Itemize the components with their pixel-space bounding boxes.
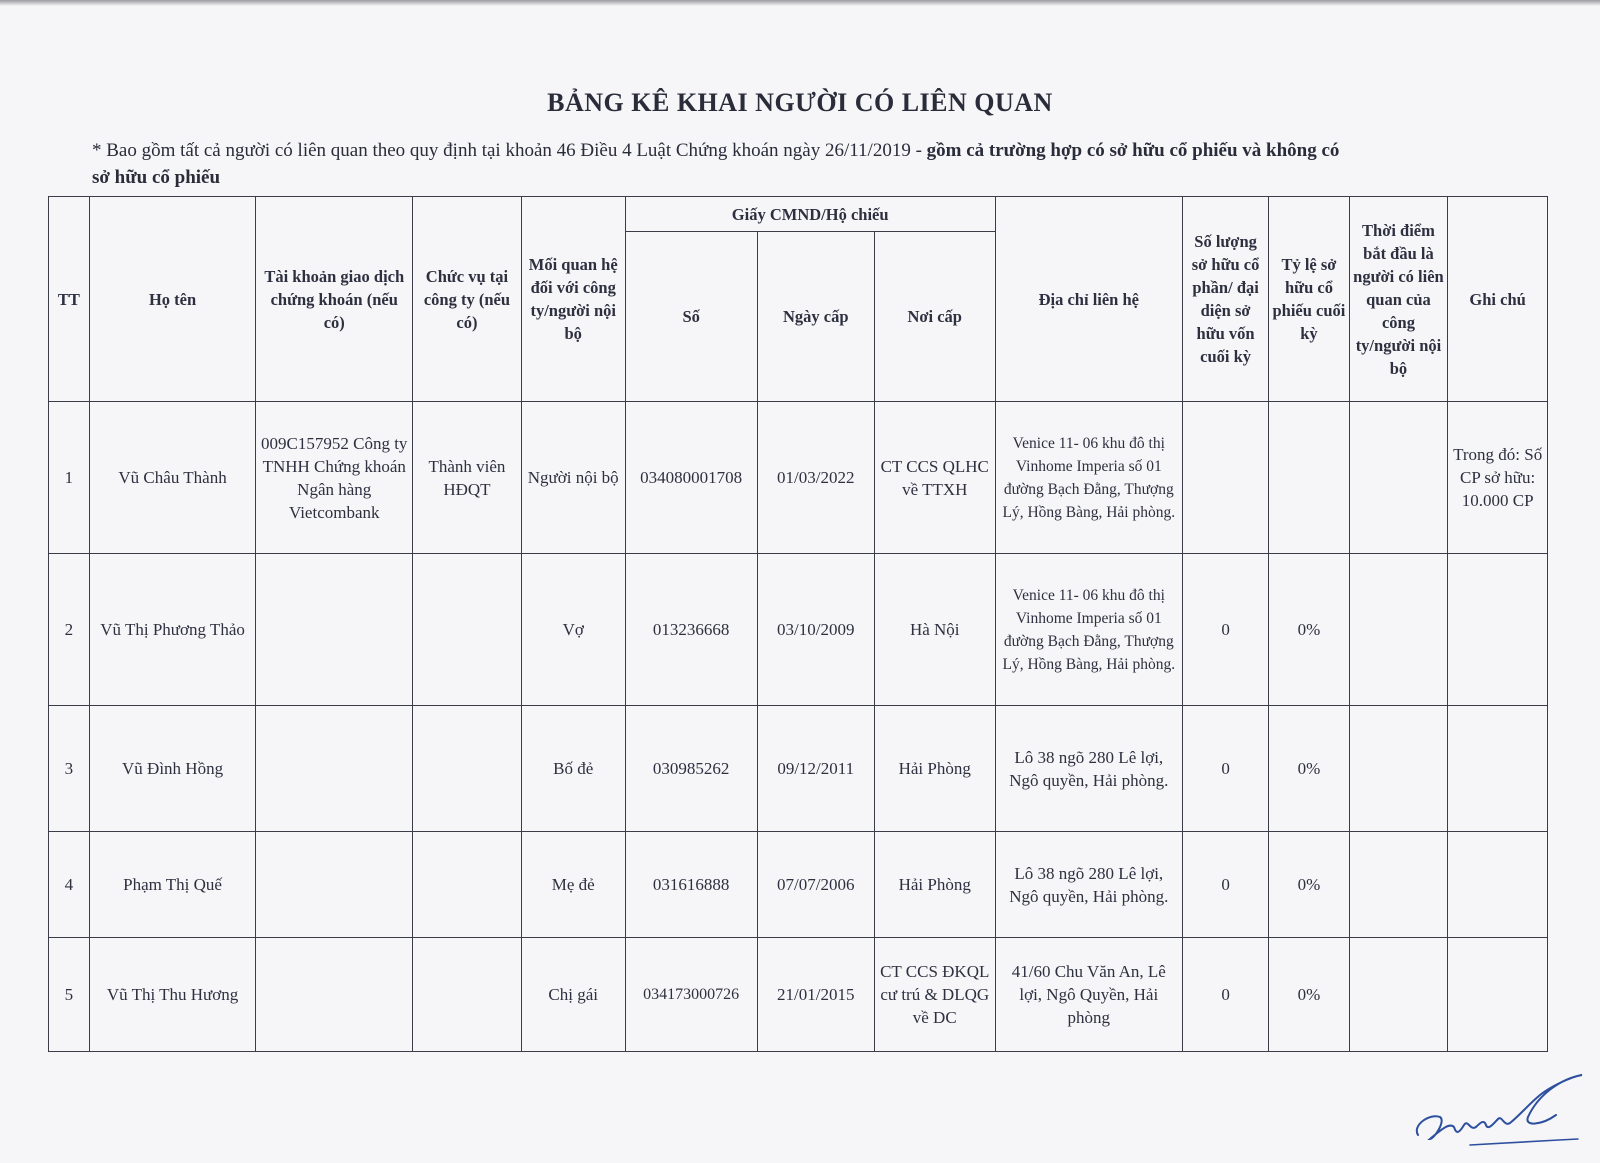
cell-ho-ten: Vũ Đình Hồng	[89, 706, 256, 832]
cell-thoi-diem	[1349, 706, 1448, 832]
cell-ho-ten: Phạm Thị Quế	[89, 832, 256, 938]
cell-thoi-diem	[1349, 938, 1448, 1052]
cell-noi-cap: Hải Phòng	[874, 706, 995, 832]
cell-ty-le	[1269, 402, 1349, 554]
header-so: Số	[625, 232, 757, 402]
cell-ho-ten: Vũ Châu Thành	[89, 402, 256, 554]
cell-chuc-vu: Thành viên HĐQT	[413, 402, 522, 554]
cell-so: 031616888	[625, 832, 757, 938]
table-row	[49, 938, 1548, 1052]
cell-so: 030985262	[625, 706, 757, 832]
header-thoi-diem: Thời điểm bắt đầu là người có liên quan của công ty/người nội bộ	[1349, 197, 1448, 402]
table-row	[49, 832, 1548, 938]
cell-tt: 2	[49, 554, 90, 706]
header-ngay-cap: Ngày cấp	[757, 232, 874, 402]
cell-tt: 5	[49, 938, 90, 1052]
cell-ty-le: 0%	[1269, 832, 1349, 938]
note-regular-text: * Bao gồm tất cả người có liên quan theo quy định tại khoản 46 Điều 4 Luật Chứng khoán ngày 26/11/2019 -	[92, 140, 927, 161]
cell-moi-quan-he: Chị gái	[521, 938, 625, 1052]
document-title: BẢNG KÊ KHAI NGƯỜI CÓ LIÊN QUAN	[547, 88, 1053, 117]
cell-ty-le: 0%	[1269, 938, 1349, 1052]
header-noi-cap: Nơi cấp	[874, 232, 995, 402]
cell-ho-ten: Vũ Thị Thu Hương	[89, 938, 256, 1052]
cell-ngay-cap: 21/01/2015	[757, 938, 874, 1052]
table-row	[49, 402, 1548, 554]
cell-moi-quan-he: Vợ	[521, 554, 625, 706]
cell-tai-khoan	[256, 832, 413, 938]
cell-ghi-chu	[1448, 832, 1548, 938]
cell-chuc-vu	[413, 938, 522, 1052]
cell-so: 034080001708	[625, 402, 757, 554]
cell-dia-chi: Venice 11- 06 khu đô thị Vinhome Imperia số 01 đường Bạch Đằng, Thượng Lý, Hồng Bàng, Hải phòng.	[995, 402, 1182, 554]
header-giay-cmnd: Giấy CMND/Hộ chiếu	[625, 197, 995, 232]
cell-tai-khoan: 009C157952 Công ty TNHH Chứng khoán Ngân hàng Vietcombank	[256, 402, 413, 554]
cell-tai-khoan	[256, 938, 413, 1052]
cell-moi-quan-he: Mẹ đẻ	[521, 832, 625, 938]
cell-so: 034173000726	[625, 938, 757, 1052]
cell-ngay-cap: 03/10/2009	[757, 554, 874, 706]
cell-so-luong: 0	[1182, 832, 1268, 938]
cell-tt: 1	[49, 402, 90, 554]
header-so-luong: Số lượng sở hữu cổ phần/ đại diện sở hữu vốn cuối kỳ	[1182, 197, 1268, 402]
cell-ghi-chu	[1448, 938, 1548, 1052]
related-persons-table	[48, 196, 1548, 1052]
document-note	[92, 137, 1362, 191]
cell-ho-ten: Vũ Thị Phương Thảo	[89, 554, 256, 706]
cell-chuc-vu	[413, 706, 522, 832]
cell-moi-quan-he: Bố đẻ	[521, 706, 625, 832]
cell-thoi-diem	[1349, 554, 1448, 706]
cell-tt: 3	[49, 706, 90, 832]
cell-tai-khoan	[256, 706, 413, 832]
cell-chuc-vu	[413, 554, 522, 706]
cell-noi-cap: CT CCS ĐKQL cư trú & DLQG về DC	[874, 938, 995, 1052]
cell-so: 013236668	[625, 554, 757, 706]
handwritten-signature-icon	[1410, 1065, 1590, 1150]
cell-noi-cap: Hà Nội	[874, 554, 995, 706]
cell-so-luong: 0	[1182, 554, 1268, 706]
cell-tt: 4	[49, 832, 90, 938]
cell-ngay-cap: 09/12/2011	[757, 706, 874, 832]
header-tt: TT	[49, 197, 90, 402]
cell-ty-le: 0%	[1269, 706, 1349, 832]
cell-ngay-cap: 01/03/2022	[757, 402, 874, 554]
cell-moi-quan-he: Người nội bộ	[521, 402, 625, 554]
cell-so-luong: 0	[1182, 706, 1268, 832]
table-row	[49, 554, 1548, 706]
cell-so-luong: 0	[1182, 938, 1268, 1052]
cell-ghi-chu	[1448, 554, 1548, 706]
cell-dia-chi: 41/60 Chu Văn An, Lê lợi, Ngô Quyền, Hải phòng	[995, 938, 1182, 1052]
cell-dia-chi: Venice 11- 06 khu đô thị Vinhome Imperia số 01 đường Bạch Đằng, Thượng Lý, Hồng Bàng, Hải phòng.	[995, 554, 1182, 706]
cell-ghi-chu	[1448, 706, 1548, 832]
header-ghi-chu: Ghi chú	[1448, 197, 1548, 402]
header-dia-chi: Địa chỉ liên hệ	[995, 197, 1182, 402]
header-moi-quan-he: Mối quan hệ đối với công ty/người nội bộ	[521, 197, 625, 402]
cell-thoi-diem	[1349, 832, 1448, 938]
header-chuc-vu: Chức vụ tại công ty (nếu có)	[413, 197, 522, 402]
cell-ngay-cap: 07/07/2006	[757, 832, 874, 938]
header-tai-khoan: Tài khoản giao dịch chứng khoán (nếu có)	[256, 197, 413, 402]
cell-dia-chi: Lô 38 ngõ 280 Lê lợi, Ngô quyền, Hải phòng.	[995, 832, 1182, 938]
cell-dia-chi: Lô 38 ngõ 280 Lê lợi, Ngô quyền, Hải phòng.	[995, 706, 1182, 832]
cell-noi-cap: CT CCS QLHC về TTXH	[874, 402, 995, 554]
cell-ty-le: 0%	[1269, 554, 1349, 706]
cell-so-luong	[1182, 402, 1268, 554]
cell-tai-khoan	[256, 554, 413, 706]
table-row	[49, 706, 1548, 832]
header-ho-ten: Họ tên	[89, 197, 256, 402]
header-ty-le: Tỷ lệ sở hữu cổ phiếu cuối kỳ	[1269, 197, 1349, 402]
cell-ghi-chu: Trong đó: Số CP sở hữu: 10.000 CP	[1448, 402, 1548, 554]
cell-noi-cap: Hải Phòng	[874, 832, 995, 938]
cell-thoi-diem	[1349, 402, 1448, 554]
scan-edge-shadow	[0, 0, 1600, 6]
header-row-top	[49, 197, 1548, 232]
note-bold-text: gồm cả trường hợp có sở hữu cổ phiếu và không có sở hữu cổ phiếu	[92, 140, 1340, 188]
cell-chuc-vu	[413, 832, 522, 938]
